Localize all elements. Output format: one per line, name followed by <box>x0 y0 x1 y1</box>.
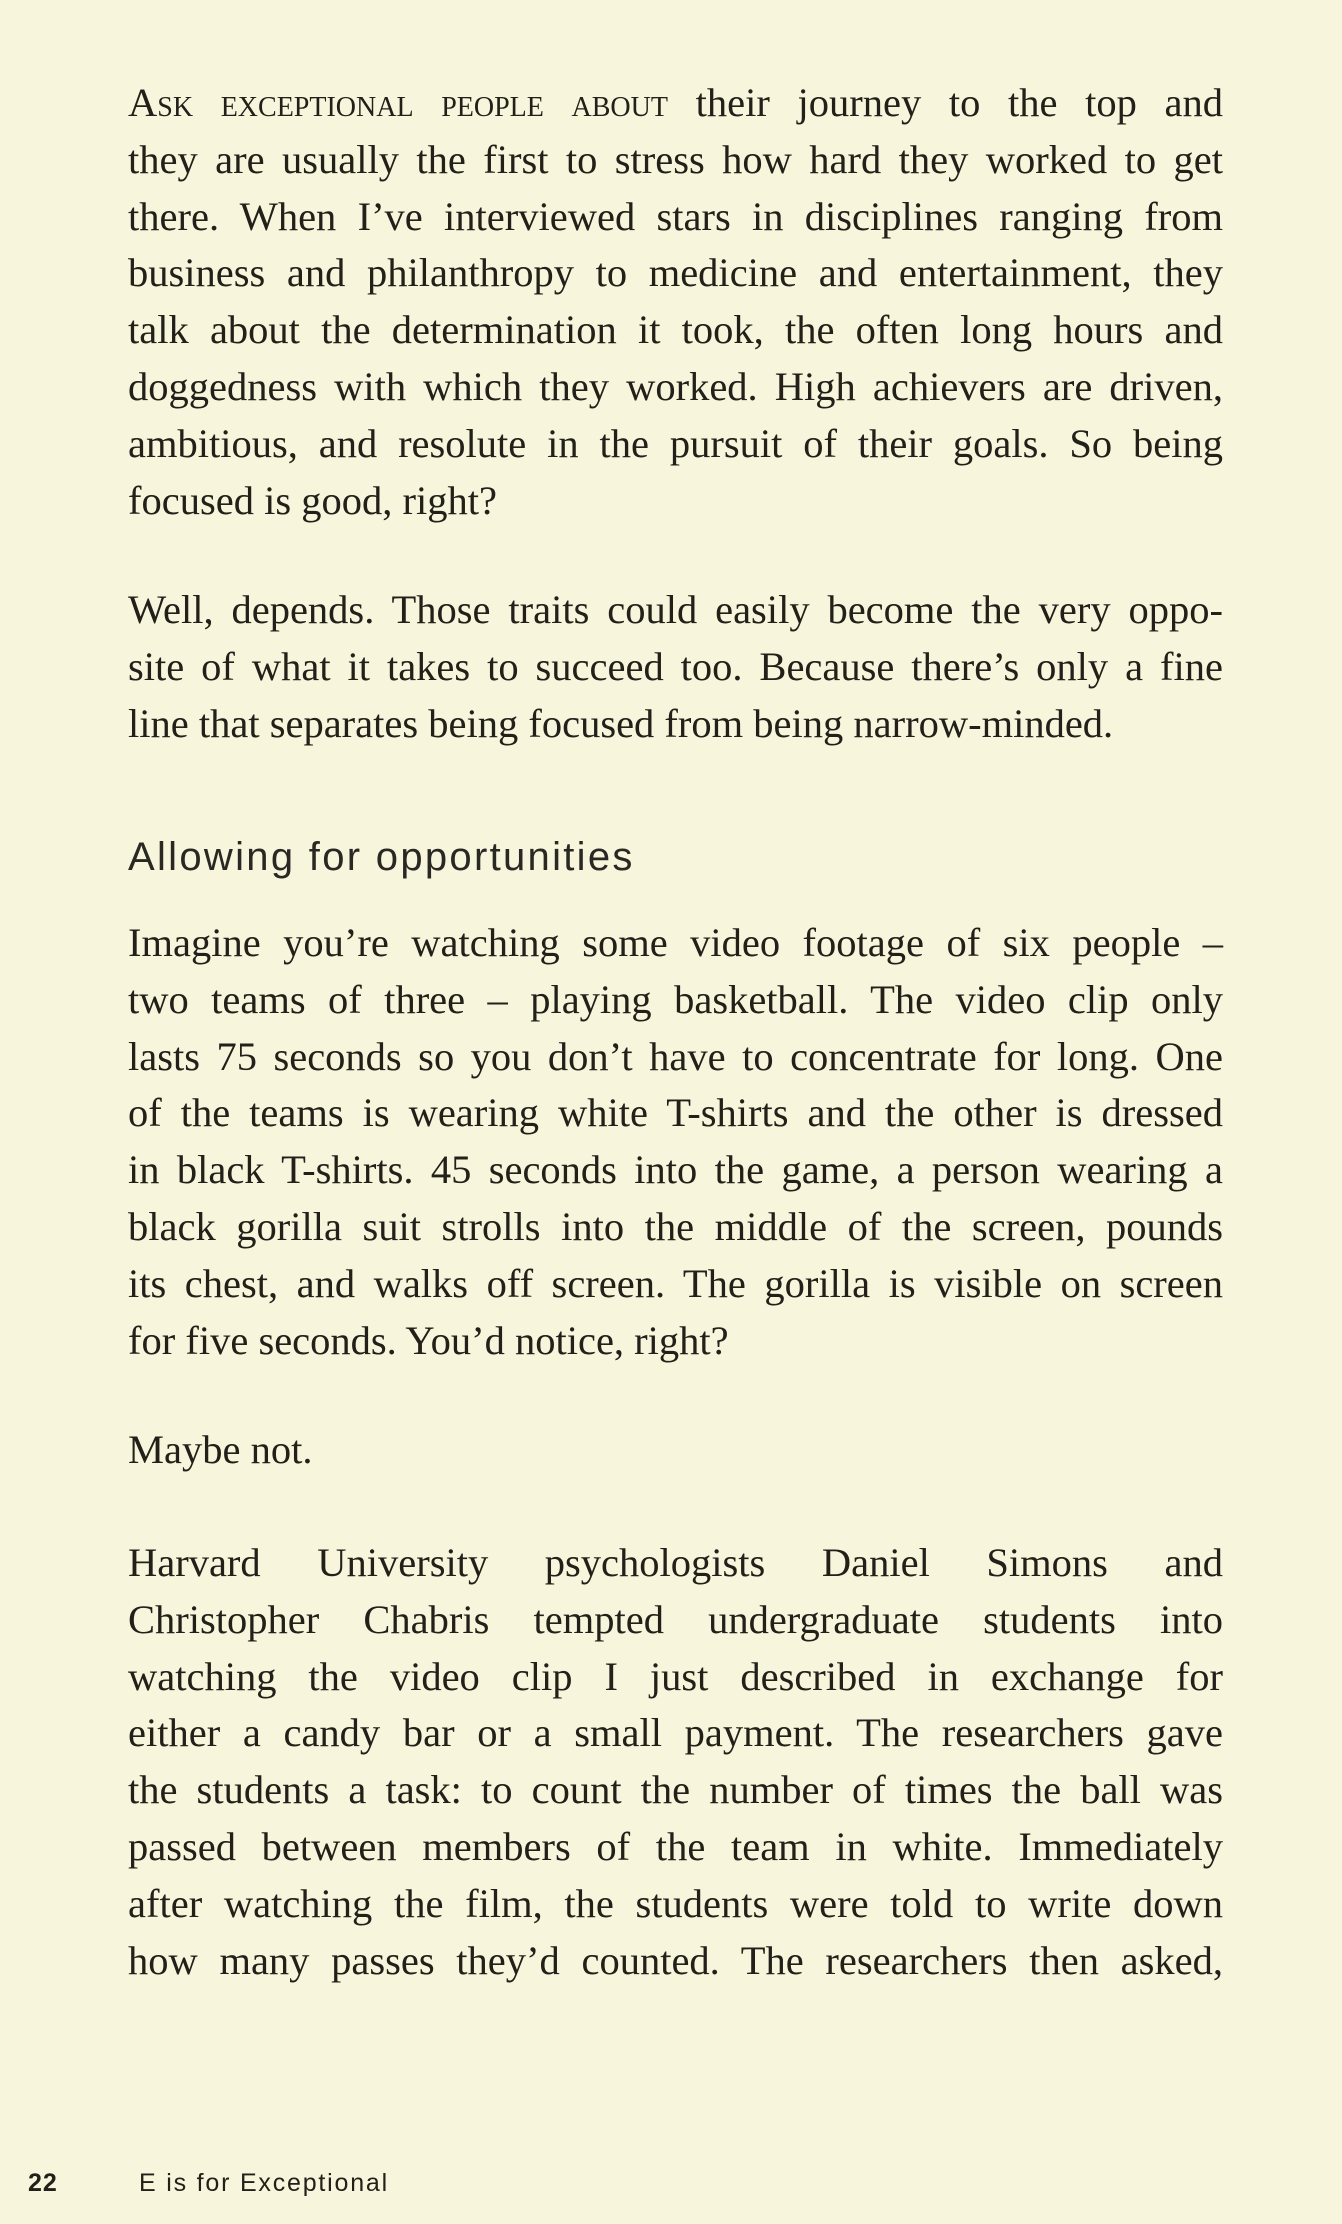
maybe-line: Maybe not. <box>128 1427 313 1472</box>
maybe-paragraph <box>128 1422 1223 1479</box>
harvard-line: how many passes they’d counted. The researchers then asked, <box>128 1937 1223 1983</box>
depends-line: site of what it takes to succeed too. Because there’s only a fine <box>128 643 1223 689</box>
imagine-line: two teams of three – playing basketball. The video clip only <box>128 976 1223 1022</box>
imagine-line: its chest, and walks off screen. The gorilla is visible on screen <box>128 1260 1223 1306</box>
imagine-line: for five seconds. You’d notice, right? <box>128 1317 729 1363</box>
imagine-line: of the teams is wearing white T-shirts and the other is dressed <box>128 1090 1223 1136</box>
harvard-line: either a candy bar or a small payment. The researchers gave <box>128 1710 1223 1756</box>
page-number: 22 <box>28 2169 58 2197</box>
section-heading: Allowing for opportunities <box>128 835 635 879</box>
running-footer-title: E is for Exceptional <box>139 2169 389 2197</box>
depends-paragraph <box>128 582 1223 752</box>
imagine-line: Imagine you’re watching some video footage of six people – <box>128 920 1223 965</box>
depends-line: line that separates being focused from being narrow-minded. <box>128 700 1114 746</box>
harvard-line: passed between members of the team in white. Immediately <box>128 1823 1223 1869</box>
intro-paragraph <box>128 75 1223 529</box>
imagine-line: black gorilla suit strolls into the middle of the screen, pounds <box>128 1203 1223 1249</box>
imagine-line: in black T-shirts. 45 seconds into the game, a person wearing a <box>128 1147 1223 1193</box>
intro-line: there. When I’ve interviewed stars in disciplines ranging from <box>128 193 1223 239</box>
imagine-line: lasts 75 seconds so you don’t have to concentrate for long. One <box>128 1033 1223 1079</box>
harvard-line: Christopher Chabris tempted undergraduate students into <box>128 1596 1223 1642</box>
intro-line: talk about the determination it took, the often long hours and <box>128 307 1223 353</box>
depends-line: Well, depends. Those traits could easily become the very oppo- <box>128 587 1223 632</box>
intro-lead-in: Ask exceptional people about <box>128 80 668 125</box>
harvard-paragraph <box>128 1535 1223 1989</box>
intro-line: business and philanthropy to medicine and entertainment, they <box>128 250 1223 296</box>
harvard-line: the students a task: to count the number of times the ball was <box>128 1767 1223 1813</box>
intro-line-1 <box>128 75 1223 132</box>
imagine-paragraph <box>128 915 1223 1369</box>
harvard-line: after watching the film, the students were told to write down <box>128 1880 1223 1926</box>
intro-line: ambitious, and resolute in the pursuit of their goals. So being <box>128 420 1223 466</box>
intro-line-1-rest: their journey to the top and <box>667 80 1224 125</box>
intro-line: they are usually the first to stress how hard they worked to get <box>128 136 1223 182</box>
intro-line: doggedness with which they worked. High achievers are driven, <box>128 363 1223 409</box>
harvard-line: Harvard University psychologists Daniel Simons and <box>128 1540 1223 1585</box>
intro-line: focused is good, right? <box>128 477 497 523</box>
harvard-line: watching the video clip I just described in exchange for <box>128 1653 1223 1699</box>
